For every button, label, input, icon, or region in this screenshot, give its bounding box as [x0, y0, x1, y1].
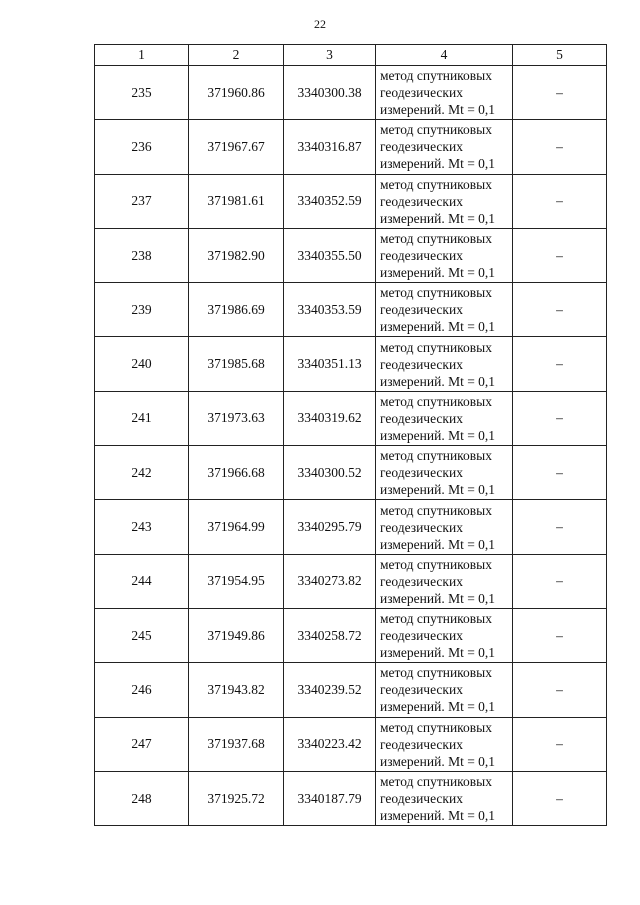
column-5-cell: – [513, 500, 607, 554]
x-coordinate-cell: 371986.69 [189, 283, 284, 337]
method-cell [376, 283, 513, 337]
method-cell [376, 500, 513, 554]
table-row [95, 554, 607, 608]
x-coordinate-cell: 371960.86 [189, 66, 284, 120]
method-line: измерений. Mt = 0,1 [380, 753, 496, 769]
y-coordinate-cell: 3340239.52 [284, 663, 376, 717]
method-line: метод спутниковых [380, 665, 492, 681]
method-line: измерений. Mt = 0,1 [380, 590, 496, 606]
column-header-5: 5 [513, 45, 607, 66]
method-line: метод спутниковых [380, 285, 492, 301]
point-number-cell: 245 [95, 608, 189, 662]
table-row [95, 66, 607, 120]
column-header-4: 4 [376, 45, 513, 66]
y-coordinate-cell: 3340187.79 [284, 771, 376, 825]
column-5-cell: – [513, 337, 607, 391]
x-coordinate-cell: 371985.68 [189, 337, 284, 391]
coordinates-table [94, 44, 607, 826]
method-cell [376, 337, 513, 391]
table-row [95, 771, 607, 825]
method-line: метод спутниковых [380, 231, 492, 247]
x-coordinate-cell: 371966.68 [189, 446, 284, 500]
method-line: геодезических [380, 139, 463, 155]
column-5-cell: – [513, 391, 607, 445]
point-number-cell: 246 [95, 663, 189, 717]
table-row [95, 663, 607, 717]
method-line: метод спутниковых [380, 556, 492, 572]
column-5-cell: – [513, 283, 607, 337]
method-line: геодезических [380, 356, 463, 372]
method-line: измерений. Mt = 0,1 [380, 210, 496, 226]
method-line: измерений. Mt = 0,1 [380, 265, 496, 281]
method-line: геодезических [380, 193, 463, 209]
column-5-cell: – [513, 446, 607, 500]
table-header-row [95, 45, 607, 66]
method-cell [376, 608, 513, 662]
method-line: метод спутниковых [380, 502, 492, 518]
point-number-cell: 241 [95, 391, 189, 445]
method-line: метод спутниковых [380, 339, 492, 355]
method-line: геодезических [380, 248, 463, 264]
y-coordinate-cell: 3340353.59 [284, 283, 376, 337]
column-5-cell: – [513, 228, 607, 282]
table-row [95, 446, 607, 500]
method-line: метод спутниковых [380, 393, 492, 409]
method-line: метод спутниковых [380, 68, 492, 84]
column-5-cell: – [513, 66, 607, 120]
column-5-cell: – [513, 554, 607, 608]
x-coordinate-cell: 371943.82 [189, 663, 284, 717]
y-coordinate-cell: 3340300.38 [284, 66, 376, 120]
x-coordinate-cell: 371967.67 [189, 120, 284, 174]
method-line: геодезических [380, 682, 463, 698]
method-line: метод спутниковых [380, 774, 492, 789]
page-number: 22 [314, 17, 326, 31]
y-coordinate-cell: 3340352.59 [284, 174, 376, 228]
table-row [95, 174, 607, 228]
point-number-cell: 235 [95, 66, 189, 120]
point-number-cell: 240 [95, 337, 189, 391]
method-cell [376, 228, 513, 282]
column-5-cell: – [513, 771, 607, 825]
column-header-1: 1 [95, 45, 189, 66]
point-number-cell: 244 [95, 554, 189, 608]
point-number-cell: 239 [95, 283, 189, 337]
y-coordinate-cell: 3340258.72 [284, 608, 376, 662]
x-coordinate-cell: 371973.63 [189, 391, 284, 445]
point-number-cell: 247 [95, 717, 189, 771]
method-line: геодезических [380, 628, 463, 644]
method-line: геодезических [380, 410, 463, 426]
table-row [95, 337, 607, 391]
y-coordinate-cell: 3340273.82 [284, 554, 376, 608]
method-cell [376, 717, 513, 771]
method-cell [376, 446, 513, 500]
column-5-cell: – [513, 608, 607, 662]
point-number-cell: 242 [95, 446, 189, 500]
table-row [95, 500, 607, 554]
table-row [95, 228, 607, 282]
point-number-cell: 236 [95, 120, 189, 174]
method-cell [376, 66, 513, 120]
method-line: метод спутниковых [380, 122, 492, 138]
method-line: геодезических [380, 465, 463, 481]
column-header-2: 2 [189, 45, 284, 66]
method-line: измерений. Mt = 0,1 [380, 319, 496, 335]
table-row [95, 120, 607, 174]
y-coordinate-cell: 3340351.13 [284, 337, 376, 391]
table-row [95, 391, 607, 445]
point-number-cell: 238 [95, 228, 189, 282]
column-5-cell: – [513, 174, 607, 228]
column-5-cell: – [513, 663, 607, 717]
y-coordinate-cell: 3340319.62 [284, 391, 376, 445]
method-line: геодезических [380, 573, 463, 589]
method-line: измерений. Mt = 0,1 [380, 482, 496, 498]
method-line: метод спутниковых [380, 176, 492, 192]
method-line: измерений. Mt = 0,1 [380, 156, 496, 172]
method-cell [376, 120, 513, 174]
column-5-cell: – [513, 717, 607, 771]
y-coordinate-cell: 3340316.87 [284, 120, 376, 174]
method-line: измерений. Mt = 0,1 [380, 536, 496, 552]
point-number-cell: 248 [95, 771, 189, 825]
y-coordinate-cell: 3340223.42 [284, 717, 376, 771]
method-cell [376, 554, 513, 608]
method-line: геодезических [380, 85, 463, 101]
x-coordinate-cell: 371949.86 [189, 608, 284, 662]
method-cell [376, 391, 513, 445]
method-line: метод спутниковых [380, 448, 492, 464]
table-row [95, 283, 607, 337]
x-coordinate-cell: 371925.72 [189, 771, 284, 825]
method-cell [376, 663, 513, 717]
method-line: геодезических [380, 736, 463, 752]
y-coordinate-cell: 3340300.52 [284, 446, 376, 500]
method-line: измерений. Mt = 0,1 [380, 373, 496, 389]
method-cell [376, 771, 513, 825]
x-coordinate-cell: 371982.90 [189, 228, 284, 282]
x-coordinate-cell: 371937.68 [189, 717, 284, 771]
y-coordinate-cell: 3340355.50 [284, 228, 376, 282]
column-5-cell: – [513, 120, 607, 174]
x-coordinate-cell: 371981.61 [189, 174, 284, 228]
point-number-cell: 237 [95, 174, 189, 228]
method-line: измерений. Mt = 0,1 [380, 699, 496, 715]
method-line: геодезических [380, 519, 463, 535]
method-line: измерений. Mt = 0,1 [380, 808, 496, 823]
x-coordinate-cell: 371964.99 [189, 500, 284, 554]
column-header-3: 3 [284, 45, 376, 66]
method-line: метод спутниковых [380, 611, 492, 627]
table-body [95, 66, 607, 826]
x-coordinate-cell: 371954.95 [189, 554, 284, 608]
y-coordinate-cell: 3340295.79 [284, 500, 376, 554]
method-cell [376, 174, 513, 228]
table-row [95, 717, 607, 771]
method-line: метод спутниковых [380, 719, 492, 735]
method-line: геодезических [380, 302, 463, 318]
method-line: измерений. Mt = 0,1 [380, 102, 496, 118]
method-line: измерений. Mt = 0,1 [380, 645, 496, 661]
method-line: геодезических [380, 791, 463, 806]
table-row [95, 608, 607, 662]
point-number-cell: 243 [95, 500, 189, 554]
method-line: измерений. Mt = 0,1 [380, 427, 496, 443]
